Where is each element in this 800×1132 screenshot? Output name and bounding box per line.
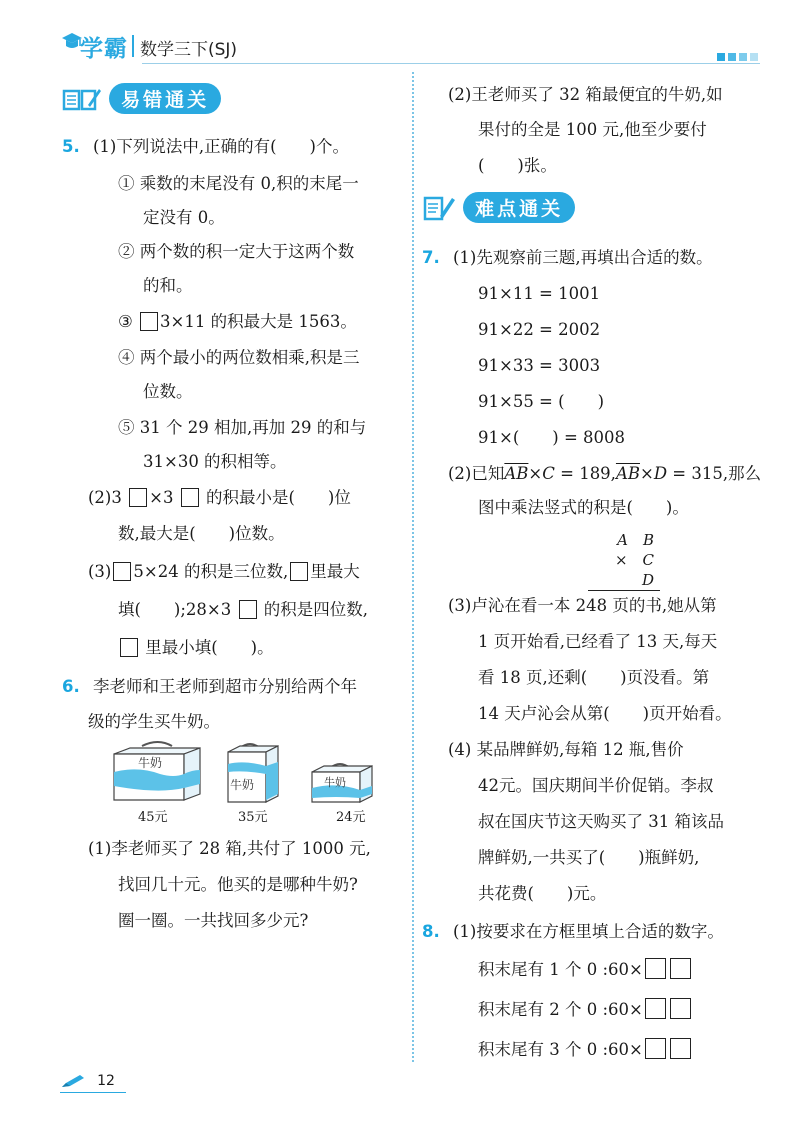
subject-title: 数学三下(SJ) (140, 40, 238, 60)
q6-part2c: ( )张。 (478, 156, 557, 175)
pencil-note-icon (422, 194, 456, 222)
q5-part3: (3) 5×24 的积是三位数, 里最大 (88, 562, 360, 581)
pencil-icon (60, 1073, 86, 1089)
q5-intro: 5. (1)下列说法中,正确的有( )个。 (62, 137, 349, 156)
q5-statement-1a: ① 乘数的末尾没有 0,积的末尾一 (118, 174, 359, 193)
answer-box[interactable] (140, 312, 158, 331)
q6-part1b: 找回几十元。他买的是哪种牛奶? (118, 875, 358, 894)
q5-part3c: 里最小填( )。 (118, 636, 274, 660)
answer-box[interactable] (181, 488, 199, 507)
digit-box[interactable] (670, 998, 691, 1019)
section-error-prone (62, 83, 221, 114)
q5-statement-5b: 31×30 的积相等。 (143, 452, 287, 471)
digit-box[interactable] (645, 998, 666, 1019)
q7-equation: 91×( ) = 8008 (478, 428, 626, 447)
milk-box-label: 牛奶 (230, 778, 255, 792)
q5-statement-1b: 定没有 0。 (143, 208, 225, 227)
q5-statement-4b: 位数。 (143, 382, 193, 401)
q8-row: 积末尾有 1 个 0 :60× (478, 958, 693, 982)
q6-part1c: 圈一圈。一共找回多少元? (118, 911, 309, 930)
q7-equation: 91×55 = ( ) (478, 392, 605, 411)
q8-row: 积末尾有 2 个 0 :60× (478, 998, 693, 1022)
milk-box-label: 牛奶 (138, 756, 163, 770)
brand-logo: 学霸 (80, 36, 128, 62)
q5-statement-4a: ④ 两个最小的两位数相乘,积是三 (118, 348, 360, 367)
digit-box[interactable] (670, 958, 691, 979)
question-number: 7. (422, 248, 440, 267)
header (0, 0, 800, 70)
answer-box[interactable] (120, 638, 138, 657)
q5-part2: (2)3 ×3 的积最小是( )位 (88, 488, 351, 507)
q5-statement-2a: ② 两个数的积一定大于这两个数 (118, 242, 355, 261)
q7-equation: 91×33 = 3003 (478, 356, 601, 375)
multiplier: × C D (588, 550, 660, 591)
milk-box-medium (224, 740, 284, 806)
milk-box-large (108, 740, 204, 806)
multiplicand: A B (617, 531, 654, 549)
q7-part3c: 看 18 页,还剩( )页没看。第 (478, 668, 710, 687)
q7-part4d: 牌鲜奶,一共买了( )瓶鲜奶, (478, 848, 700, 867)
q6-intro: 6. 李老师和王老师到超市分别给两个年 (62, 677, 357, 696)
q7-part2a: (2)已知$\overline{AB}\times C = 189,\overline{AB}\times D = 315$,那么 (448, 464, 762, 483)
price-label: 35元 (238, 810, 268, 825)
price-label: 24元 (336, 810, 366, 825)
q7-intro: 7. (1)先观察前三题,再填出合适的数。 (422, 248, 713, 267)
q6-part2a: (2)王老师买了 32 箱最便宜的牛奶,如 (448, 85, 723, 104)
header-decor-squares (717, 46, 758, 65)
q7-part4b: 42元。国庆期间半价促销。李叔 (478, 776, 714, 795)
q7-part4c: 叔在国庆节这天购买了 31 箱该品 (478, 812, 724, 831)
answer-box[interactable] (290, 562, 308, 581)
q7-part3b: 1 页开始看,已经看了 13 天,每天 (478, 632, 718, 651)
q6-part2b: 果付的全是 100 元,他至少要付 (478, 120, 707, 139)
q6-part1a: (1)李老师买了 28 箱,共付了 1000 元, (88, 839, 371, 858)
page-number: 12 (97, 1072, 115, 1089)
q7-part2b: 图中乘法竖式的积是( )。 (478, 498, 689, 517)
answer-box[interactable] (113, 562, 131, 581)
answer-box[interactable] (129, 488, 147, 507)
milk-box-label: 牛奶 (324, 776, 346, 789)
q7-part4e: 共花费( )元。 (478, 884, 607, 903)
q7-equation: 91×11 = 1001 (478, 284, 601, 303)
q8-intro: 8. (1)按要求在方框里填上合适的数字。 (422, 922, 724, 941)
q7-equation: 91×22 = 2002 (478, 320, 601, 339)
header-rule (142, 63, 760, 64)
price-label: 45元 (138, 810, 168, 825)
q7-part3a: (3)卢沁在看一本 248 页的书,她从第 (448, 596, 717, 615)
q5-statement-5a: ⑤ 31 个 29 相加,再加 29 的和与 (118, 418, 367, 437)
footer (60, 1070, 126, 1093)
section-title: 难点通关 (463, 192, 575, 223)
q7-part3d: 14 天卢沁会从第( )页开始看。 (478, 704, 732, 723)
question-number: 6. (62, 677, 80, 696)
footer-rule (60, 1092, 126, 1093)
q5-part2b: 数,最大是( )位数。 (118, 524, 285, 543)
q8-row: 积末尾有 3 个 0 :60× (478, 1038, 693, 1062)
q5-statement-2b: 的和。 (143, 276, 193, 295)
digit-box[interactable] (670, 1038, 691, 1059)
digit-box[interactable] (645, 1038, 666, 1059)
q5-statement-3: ③ 3×11 的积最大是 1563。 (118, 312, 357, 331)
q5-part3b: 填( );28×3 的积是四位数, (118, 600, 369, 619)
question-number: 5. (62, 137, 80, 156)
vertical-multiplication (588, 530, 670, 591)
q7-part4a: (4) 某品牌鲜奶,每箱 12 瓶,售价 (448, 740, 684, 759)
q6-intro-b: 级的学生买牛奶。 (88, 712, 220, 731)
section-difficult (422, 192, 575, 223)
logo-divider (132, 35, 134, 57)
answer-box[interactable] (239, 600, 257, 619)
section-title: 易错通关 (109, 83, 221, 114)
column-divider (412, 72, 414, 1062)
book-pencil-icon (62, 85, 102, 113)
milk-boxes-illustration (108, 740, 378, 825)
question-number: 8. (422, 922, 440, 941)
digit-box[interactable] (645, 958, 666, 979)
